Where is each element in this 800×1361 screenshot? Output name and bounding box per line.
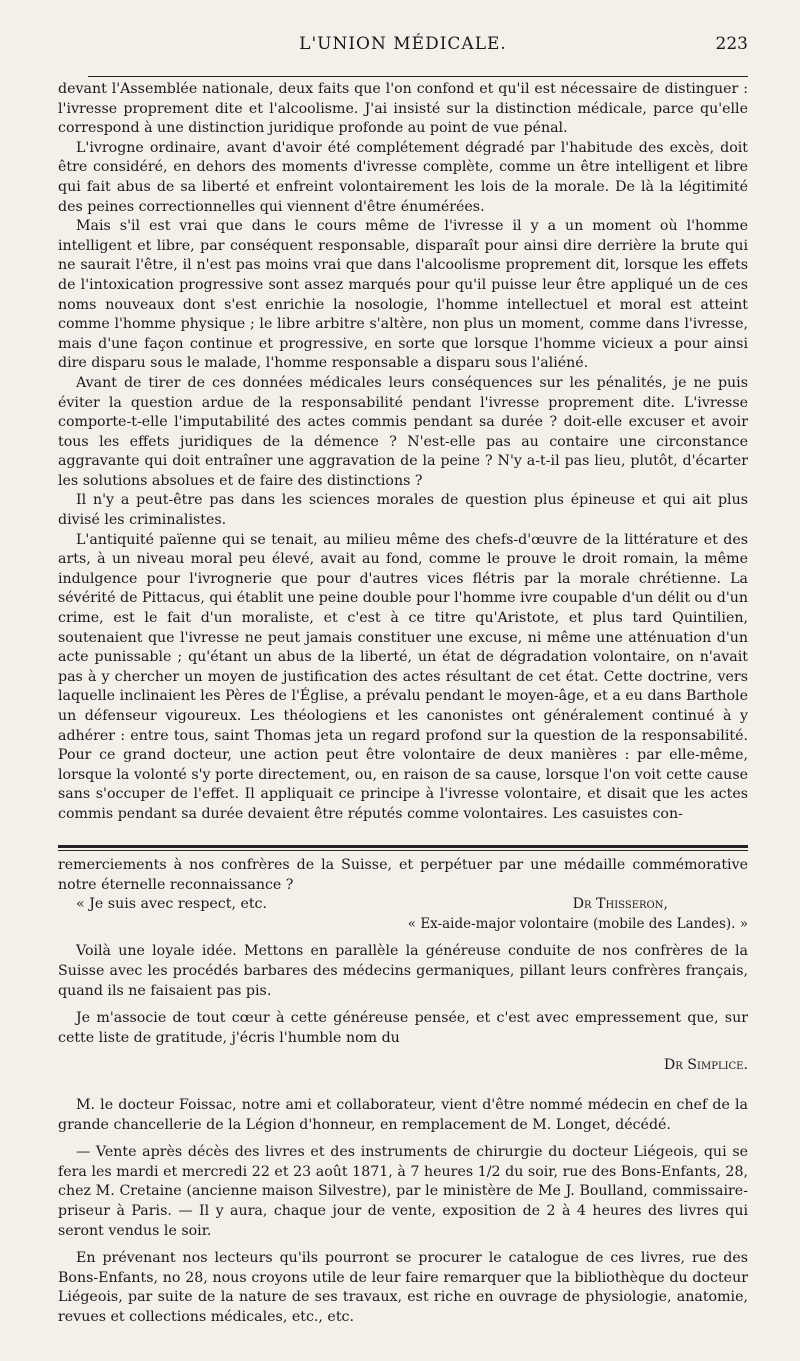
- news-section: [58, 1096, 748, 1328]
- header-rule: [88, 76, 748, 77]
- letter-closing-line: [58, 895, 748, 915]
- comment-paragraph: Voilà une loyale idée. Mettons en parallèle la généreuse conduite de nos confrères de la Suisse avec les procédés barbares des médecins germaniques, pillant leurs confrères français, quand ils ne faisaient pas pis.: [58, 943, 748, 999]
- divider-thin-rule: [58, 850, 748, 851]
- paragraph: L'ivrogne ordinaire, avant d'avoir été complétement dégradé par l'habitude des excès, doit être considéré, en dehors des moments d'ivresse complète, comme un être intelligent et libre qui fait abus de sa liberté et enfreint volontairement les lois de la morale. De là la légitimité des peines correctionnelles qui viennent d'être énumérées.: [58, 139, 748, 215]
- letter-signature: Dr Thisseron,: [572, 896, 668, 913]
- page-header: [58, 34, 748, 58]
- paragraph: Avant de tirer de ces données médicales leurs conséquences sur les pénalités, je ne puis éviter la question ardue de la responsabilité pendant l'ivresse proprement dite. L'ivresse comporte-t-elle l'imputabilité des actes commis pendant sa durée ? doit-elle excuser et avoir tous les effets juridiques de la démence ? N'est-elle pas au contaire une circonstance aggravante qui doit entraîner une aggravation de la peine ? N'y a-t-il pas lieu, plutôt, d'écarter les solutions absolues et de faire des distinctions ?: [58, 374, 748, 489]
- letter-opening: remerciements à nos confrères de la Suisse, et perpétuer par une médaille commémorative notre éternelle reconnaissance ?: [58, 857, 748, 893]
- letter-closing: « Je suis avec respect, etc.: [76, 896, 268, 913]
- letter-section: [58, 856, 748, 1076]
- news-item: En prévenant nos lecteurs qu'ils pourront se procurer le catalogue de ces livres, rue des Bons-Enfants, no 28, nous croyons utile de leur faire remarquer que la bibliothèque du docteur Liégeois, par suite de la nature de ses travaux, est riche en ouvrage de physiologie, anatomie, revues et collections médicales, etc., etc.: [58, 1250, 748, 1325]
- signature-simplice: Dr Simplice.: [663, 1057, 748, 1074]
- paragraph: Il n'y a peut-être pas dans les sciences morales de question plus épineuse et qui ait plus divisé les criminalistes.: [58, 492, 748, 529]
- signature-title: « Ex-aide-major volontaire (mobile des Landes). »: [407, 915, 748, 932]
- paragraph: L'antiquité païenne qui se tenait, au milieu même des chefs-d'œuvre de la littérature et des arts, à un niveau moral peu élevé, avait au fond, comme le prouve le droit romain, la même indulgence pour l'ivrognerie que pour d'autres vices flétris par la morale chrétienne. La sévérité de Pittacus, qui établit une peine double pour l'homme ivre coupable d'un délit ou d'un crime, est le fait d'un moraliste, et c'est à ce titre qu'Aristote, et plus tard Quintilien, soutenaient que l'ivresse ne peut jamais constituer une excuse, ni même une atténuation d'un acte punissable ; qu'étant un abus de la liberté, un état de dégradation volontaire, on n'avait pas à y chercher un moyen de justification des actes résultant de cet état. Cette doctrine, vers laquelle inclinaient les Pères de l'Église, a prévalu pendant le moyen-âge, et a eu dans Barthole un défenseur vigoureux. Les théologiens et les canonistes ont généralement continué à y adhérer : entre tous, saint Thomas jeta un regard profond sur la question de la responsabilité. Pour ce grand docteur, une action peut être volontaire de deux manières : par elle-même, lorsque la volonté s'y porte directement, ou, en raison de sa cause, lorsque l'on voit cette cause sans s'occuper de l'effet. Il appliquait ce principe à l'ivresse volontaire, et disait que les actes commis pendant sa durée devaient être réputés comme volontaires. Les casuistes con-: [58, 531, 748, 822]
- main-article: [58, 80, 748, 825]
- comment-paragraph: Je m'associe de tout cœur à cette généreuse pensée, et c'est avec empressement que, sur cette liste de gratitude, j'écris l'humble nom du: [58, 1010, 748, 1046]
- section-divider: [58, 845, 748, 851]
- news-item: M. le docteur Foissac, notre ami et collaborateur, vient d'être nommé médecin en chef de la grande chancellerie de la Légion d'honneur, en remplacement de M. Longet, décédé.: [58, 1097, 748, 1133]
- paragraph: devant l'Assemblée nationale, deux faits que l'on confond et qu'il est nécessaire de distinguer : l'ivresse proprement dite et l'alcoolisme. J'ai insisté sur la distinction médicale, parce qu'elle correspond à une distinction juridique profonde au point de vue pénal.: [58, 81, 748, 137]
- news-item: — Vente après décès des livres et des instruments de chirurgie du docteur Liégeois, qui se fera les mardi et mercredi 22 et 23 août 1871, à 7 heures 1/2 du soir, rue des Bons-Enfants, 28, chez M. Cretaine (ancienne maison Silvestre), par le ministère de Me J. Boulland, commissaire-priseur à Paris. — Il y aura, chaque jour de vente, exposition de 2 à 4 heures des livres qui seront vendus le soir.: [58, 1144, 748, 1239]
- page-number: 223: [715, 34, 748, 54]
- journal-title: L'UNION MÉDICALE.: [299, 34, 507, 54]
- divider-thick-rule: [58, 845, 748, 848]
- paragraph: Mais s'il est vrai que dans le cours même de l'ivresse il y a un moment où l'homme intelligent et libre, par conséquent responsable, disparaît pour ainsi dire derrière la brute qui ne saurait l'être, il n'est pas moins vrai que dans l'alcoolisme proprement dit, lorsque les effets de l'intoxication progressive sont assez marqués pour qu'il puisse leur être appliqué un de ces noms nouveaux dont s'est enrichie la nosologie, l'homme intellectuel et moral est atteint comme l'homme physique ; le libre arbitre s'altère, non plus un moment, comme dans l'ivresse, mais d'une façon continue et progressive, en sorte que lorsque l'homme vicieux a pour ainsi dire disparu sous le malade, l'homme responsable a disparu sous l'aliéné.: [58, 218, 748, 372]
